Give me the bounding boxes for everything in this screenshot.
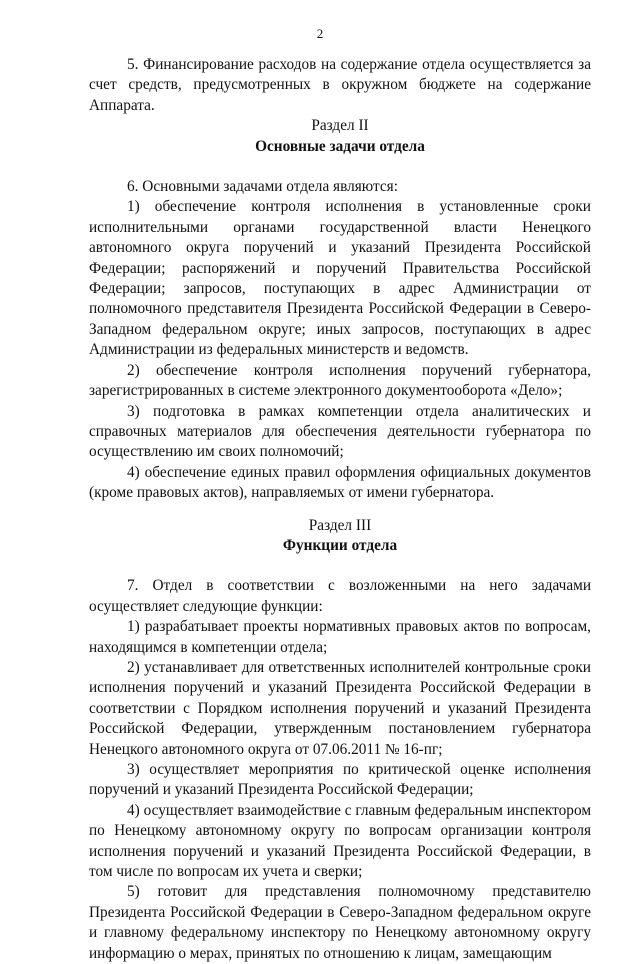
- paragraph-6-item-4: 4) обеспечение единых правил оформления официальных документов (кроме правовых актов), направляемых от имени губернатора.: [89, 463, 591, 502]
- paragraph-5: 5. Финансирование расходов на содержание отдела осуществляется за счет средств, предусмотренных в окружном бюджете на содержание Аппарата.: [89, 56, 591, 114]
- section-2-heading: Основные задачи отдела: [255, 137, 425, 155]
- paragraph-7-item-1: 1) разрабатывает проекты нормативных правовых актов по вопросам, находящимся в компетенции отдела;: [89, 618, 591, 656]
- paragraph-7-item-4: 4) осуществляет взаимодействие с главным федеральным инспектором по Ненецкому автономному округу по вопросам организации контроля исполнения поручений и указаний Президента Российской Федерации, в том числе по вопросам их учета и сверки;: [89, 801, 591, 881]
- section-2-title: Раздел II: [311, 117, 369, 135]
- document-body: [89, 55, 591, 964]
- paragraph-6-item-1: 1) обеспечение контроля исполнения в установленные сроки исполнительными органами государственной власти Ненецкого автономного округа поручений и указаний Президента Российской Федерации; распоряжений и поручений Правительства Российской Федерации; запросов, поступающих в адрес Администрации от полномочного представителя Президента Российской Федерации в Северо-Западном федеральном округе; иных запросов, поступающих в адрес Администрации из федеральных министерств и ведомств.: [89, 198, 591, 359]
- section-3-heading: Функции отдела: [282, 536, 398, 554]
- paragraph-6-item-2: 2) обеспечение контроля исполнения поручений губернатора, зарегистрированных в системе электронного документооборота «Дело»;: [89, 361, 591, 400]
- page-number: 2: [316, 26, 324, 41]
- paragraph-7-item-2: 2) устанавливает для ответственных исполнителей контрольные сроки исполнения поручений и указаний Президента Российской Федерации в соответствии с Порядком исполнения поручений и указаний Президента Российской Федерации, утвержденным постановлением губернатора Ненецкого автономного округа от 07.06.2011 № 16-пг;: [89, 658, 591, 758]
- paragraph-6-item-3: 3) подготовка в рамках компетенции отдела аналитических и справочных материалов для обеспечения деятельности губернатора по осуществлению им своих полномочий;: [89, 402, 591, 461]
- paragraph-7-item-5: 5) готовит для представления полномочному представителю Президента Российской Федерации в Северо-Западном федеральном округе и главному федеральному инспектору по Ненецкому автономному округу информацию о мерах, принятых по отношению к лицам, замещающим: [89, 883, 591, 962]
- paragraph-6: 6. Основными задачами отдела являются:: [127, 178, 398, 196]
- paragraph-7: 7. Отдел в соответствии с возложенными на него задачами осуществляет следующие функции:: [89, 577, 591, 615]
- section-3-title: Раздел III: [308, 516, 372, 534]
- paragraph-7-item-3: 3) осуществляет мероприятия по критической оценке исполнения поручений и указаний Президента Российской Федерации;: [89, 761, 591, 799]
